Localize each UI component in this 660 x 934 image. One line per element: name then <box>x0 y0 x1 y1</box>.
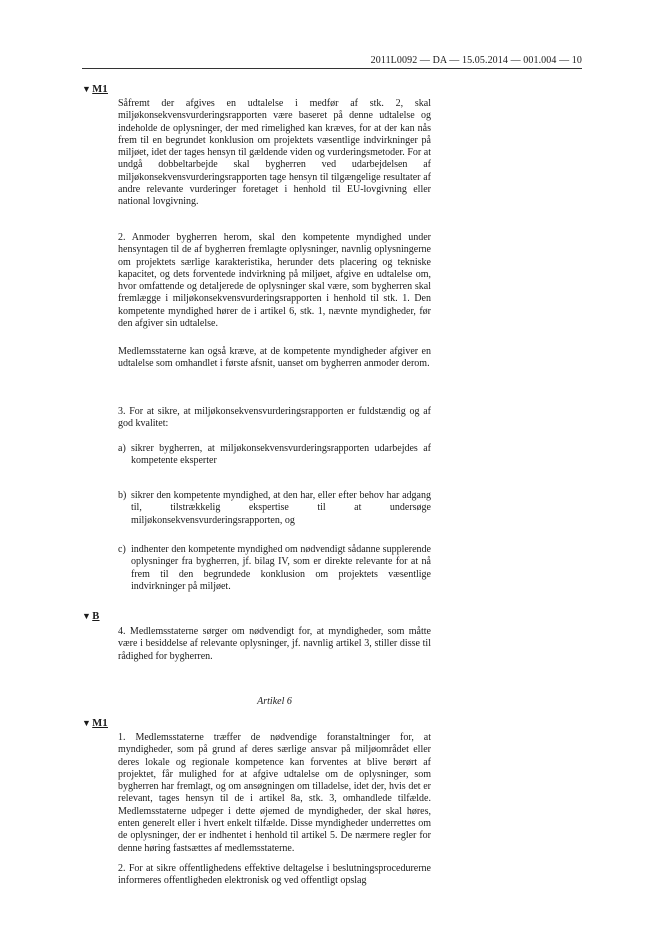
header-rule <box>82 68 582 69</box>
list-item-label: b) <box>118 490 127 501</box>
paragraph-article6-2: 2. For at sikre offentlighedens effektive deltagelse i beslutningsprocedurerne informeres offentligheden elektronisk og ved offentligt opslag <box>118 863 431 887</box>
paragraph-article6-1: 1. Medlemsstaterne træffer de nødvendige foranstaltninger for, at myndigheder, som på grund af deres særlige ansvar på miljøområdet eller deres lokale og regionale kompetence kan forventes at blive berørt af projektet, får mulighed for at afgive udtalelse om de oplysninger, som bygherren har fremlagt, og om ansøgningen om tilladelse, idet der, hvis det er relevant, tages hensyn til de i artikel 8a, stk. 3, omhandlede tilfælde. Medlemsstaterne udpeger i dette øjemed de myndigheder, der skal høres, enten generelt eller i hvert enkelt tilfælde. Disse myndigheder underrettes om de oplysninger, der er indhentet i henhold til artikel 5. De nærmere regler for denne høring fastsættes af medlemsstaterne. <box>118 732 431 854</box>
paragraph-report-basis: Såfremt der afgives en udtalelse i medfør af stk. 2, skal miljøkonsekvensvurderingsrapporten være baseret på denne udtalelse og indeholde de oplysninger, der med rimelighed kan kræves, for at der kan nås frem til en begrundet konklusion om projektets væsentlige indvirkninger på miljøet, idet der tages hensyn til gældende viden og vurderingsmetoder. For at undgå dobbeltarbejde skal bygherren ved udarbejdelsen af miljøkonsekvensvurderingsrapporten tage hensyn til tilgængelige resultater af andre relevante vurderinger foretaget i henhold til EU-lovgivning eller national lovgivning. <box>118 98 431 208</box>
amendment-marker-m1 <box>82 718 108 729</box>
paragraph-4-authorities: 4. Medlemsstaterne sørger om nødvendigt for, at myndigheder, som måtte være i besiddelse af relevante oplysninger, jf. navnlig artikel 3, stiller disse til rådighed for bygherren. <box>118 626 431 662</box>
marker-code: M1 <box>92 718 108 729</box>
amendment-marker-m1 <box>82 84 108 95</box>
list-item-c <box>118 544 431 593</box>
paragraph-member-states-opinion: Medlemsstaterne kan også kræve, at de kompetente myndigheder afgiver en udtalelse som omhandlet i første afsnit, uanset om bygherren anmoder derom. <box>118 346 431 370</box>
triangle-marker-icon: ▼ <box>82 718 92 728</box>
list-item-label: c) <box>118 544 126 555</box>
marker-code: M1 <box>92 84 108 95</box>
list-item-text: sikrer den kompetente myndighed, at den har, eller efter behov har adgang til, tilstrækkelig ekspertise til at undersøge miljøkonsekvensvurderingsrapporten, og <box>131 490 431 526</box>
document-reference-header: 2011L0092 — DA — 15.05.2014 — 001.004 — 10 <box>370 55 582 66</box>
list-item-text: indhenter den kompetente myndighed om nødvendigt sådanne supplerende oplysninger fra bygherren, jf. bilag IV, som er direkte relevante for at nå frem til den begrundede konklusion om projektets væsentlige indvirkninger på miljøet. <box>131 544 431 592</box>
list-item-text: sikrer bygherren, at miljøkonsekvensvurderingsrapporten udarbejdes af kompetente eksperter <box>131 443 431 467</box>
triangle-marker-icon: ▼ <box>82 611 92 621</box>
list-item-label: a) <box>118 443 126 454</box>
paragraph-3-quality: 3. For at sikre, at miljøkonsekvensvurderingsrapporten er fuldstændig og af god kvalitet: <box>118 406 431 430</box>
article-heading: Artikel 6 <box>257 696 292 707</box>
paragraph-2-scoping-opinion: 2. Anmoder bygherren herom, skal den kompetente myndighed under hensyntagen til de af bygherren fremlagte oplysninger, navnlig oplysningerne om projektets særlige karakteristika, herunder dets placering og tekniske kapacitet, og dets forventede indvirkning på miljøet, afgive en udtalelse om, hvor omfattende og detaljerede de oplysninger skal være, som bygherren skal fremlægge i miljøkonsekvensvurderingsrapporten i henhold til stk. 1. Den kompetente myndighed hører de i artikel 6, stk. 1, nævnte myndigheder, før den afgiver sin udtalelse. <box>118 232 431 330</box>
list-item-b <box>118 490 431 527</box>
triangle-marker-icon: ▼ <box>82 84 92 94</box>
marker-code: B <box>92 611 100 622</box>
list-item-a <box>118 443 431 468</box>
amendment-marker-b <box>82 611 100 622</box>
